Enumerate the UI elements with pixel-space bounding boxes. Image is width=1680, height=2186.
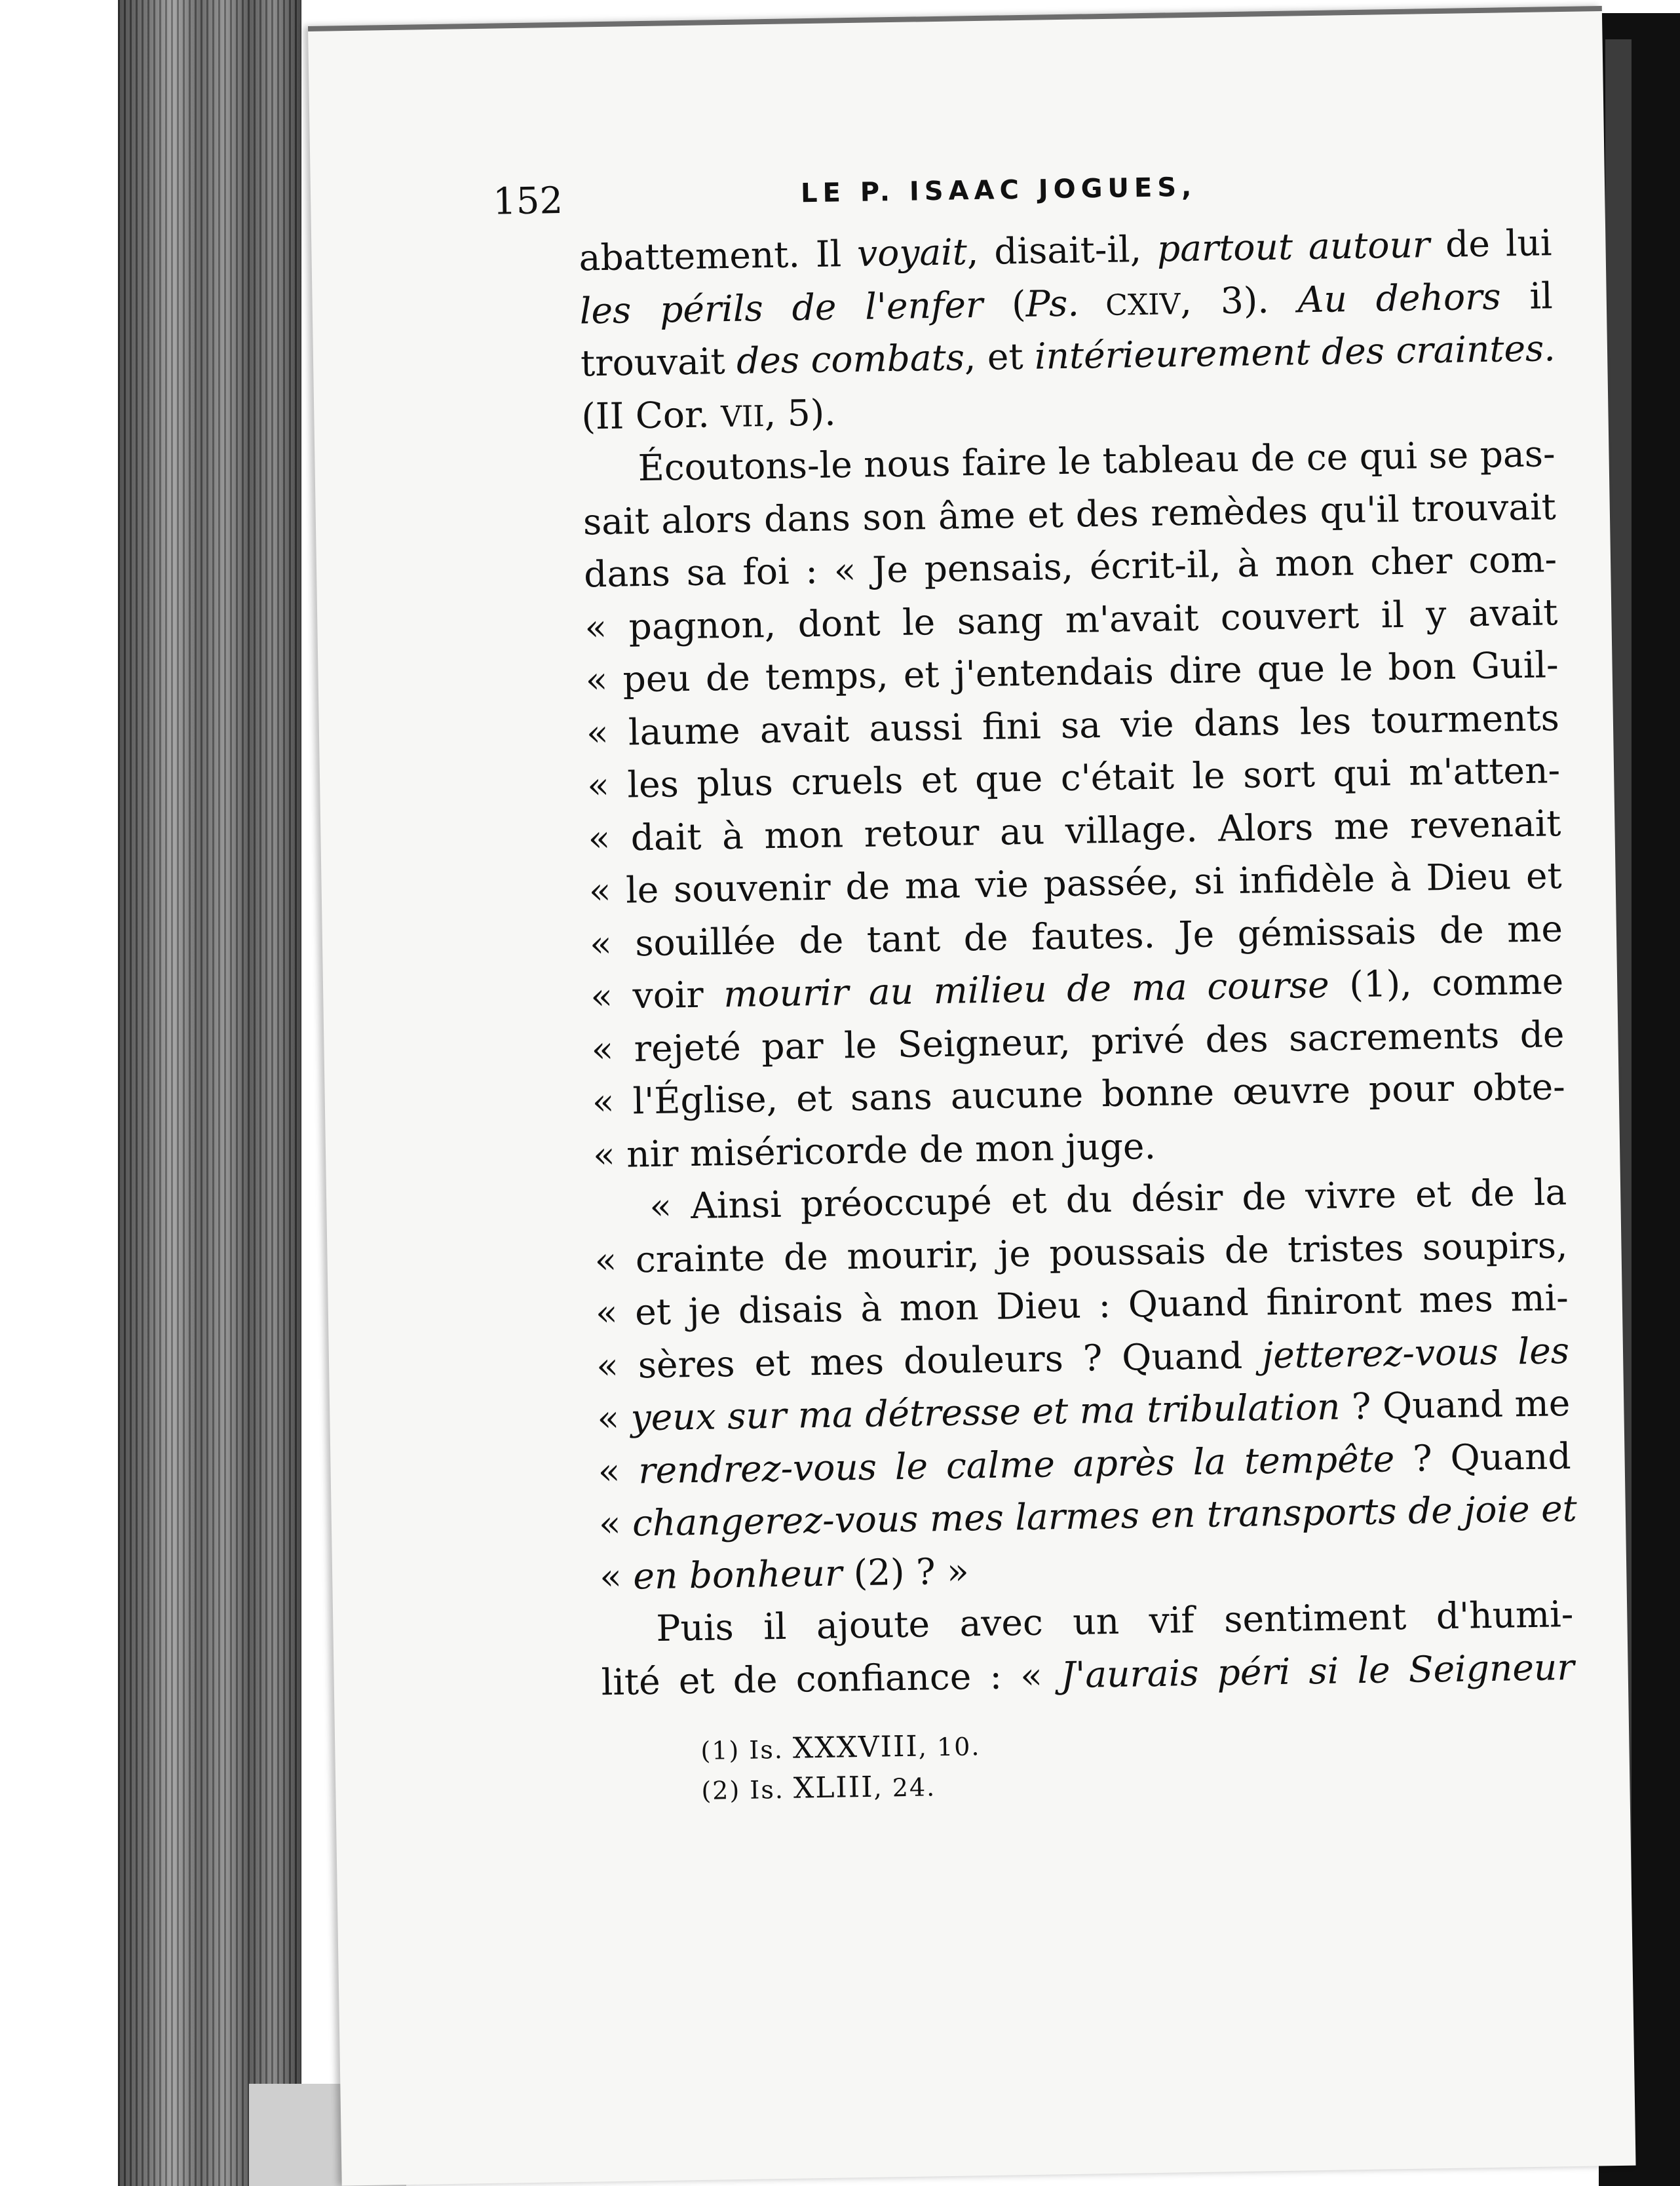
text-line: « changerez-vous mes larmes en transports de joie et (598, 1487, 1578, 1545)
footnote: (1) Is. XXXVIII, 10. (700, 1729, 981, 1765)
page-text-block (492, 157, 1578, 1812)
scan-background (0, 0, 124, 2186)
text-line: « rejeté par le Seigneur, privé des sacrements de (591, 1012, 1565, 1070)
text-line: « sères et mes douleurs ? Quand jetterez-vous les (596, 1329, 1570, 1387)
text-line: « peu de temps, et j'entendais dire que le bon Guil- (585, 643, 1559, 701)
text-line: Écoutons-le nous faire le tableau de ce qui se pas- (638, 432, 1556, 489)
text-line: trouvait des combats, et intérieurement des craintes. (580, 327, 1556, 385)
text-line: « nir miséricorde de mon juge. (592, 1124, 1156, 1176)
text-line: abattement. Il voyait, disait-il, partout autour de lui (579, 221, 1552, 279)
text-line: « et je disais à mon Dieu : Quand finiront mes mi- (595, 1276, 1569, 1334)
text-line: « dait à mon retour au village. Alors me revenait (588, 801, 1561, 859)
text-line: « rendrez-vous le calme après la tempête ? Quand (598, 1434, 1572, 1492)
text-line: « pagnon, dont le sang m'avait couvert il y avait (584, 590, 1558, 648)
text-line: « laume avait aussi fini sa vie dans les tourments (586, 696, 1560, 754)
text-line: sait alors dans son âme et des remèdes qu'il trouvait (582, 485, 1557, 543)
text-line: « les plus cruels et que c'était le sort qui m'atten- (586, 749, 1561, 807)
text-line: « l'Église, et sans aucune bonne œuvre pour obte- (592, 1065, 1566, 1123)
book-page (308, 6, 1636, 2186)
page-top-edge (308, 6, 1602, 31)
text-line: « le souvenir de ma vie passée, si infidèle à Dieu et (588, 854, 1563, 912)
book-page-edges (118, 0, 301, 2186)
text-line: dans sa foi : « Je pensais, écrit-il, à mon cher com- (583, 538, 1557, 596)
page-number: 152 (492, 179, 563, 223)
footnote: (2) Is. XLIII, 24. (701, 1770, 936, 1805)
text-line: « Ainsi préoccupé et du désir de vivre et de la (649, 1171, 1567, 1228)
text-line: « souillée de tant de fautes. Je gémissais de me (589, 907, 1563, 965)
text-line: « crainte de mourir, je poussais de tristes soupirs, (594, 1223, 1568, 1281)
text-line: lité et de confiance : « J'aurais péri si le Seigneur (601, 1645, 1575, 1703)
text-line: « yeux sur ma détresse et ma tribulation ? Quand me (596, 1382, 1571, 1440)
text-line: (II Cor. VII, 5). (581, 391, 837, 438)
text-line: Puis il ajoute avec un vif sentiment d'humi- (655, 1592, 1574, 1649)
running-title: LE P. ISAAC JOGUES, (800, 172, 1197, 209)
text-line: les périls de l'enfer (Ps. CXIV, 3). Au dehors il (579, 274, 1554, 332)
text-line: « voir mourir au milieu de ma course (1), comme (590, 960, 1564, 1018)
text-line: « en bonheur (2) ? » (599, 1549, 970, 1598)
